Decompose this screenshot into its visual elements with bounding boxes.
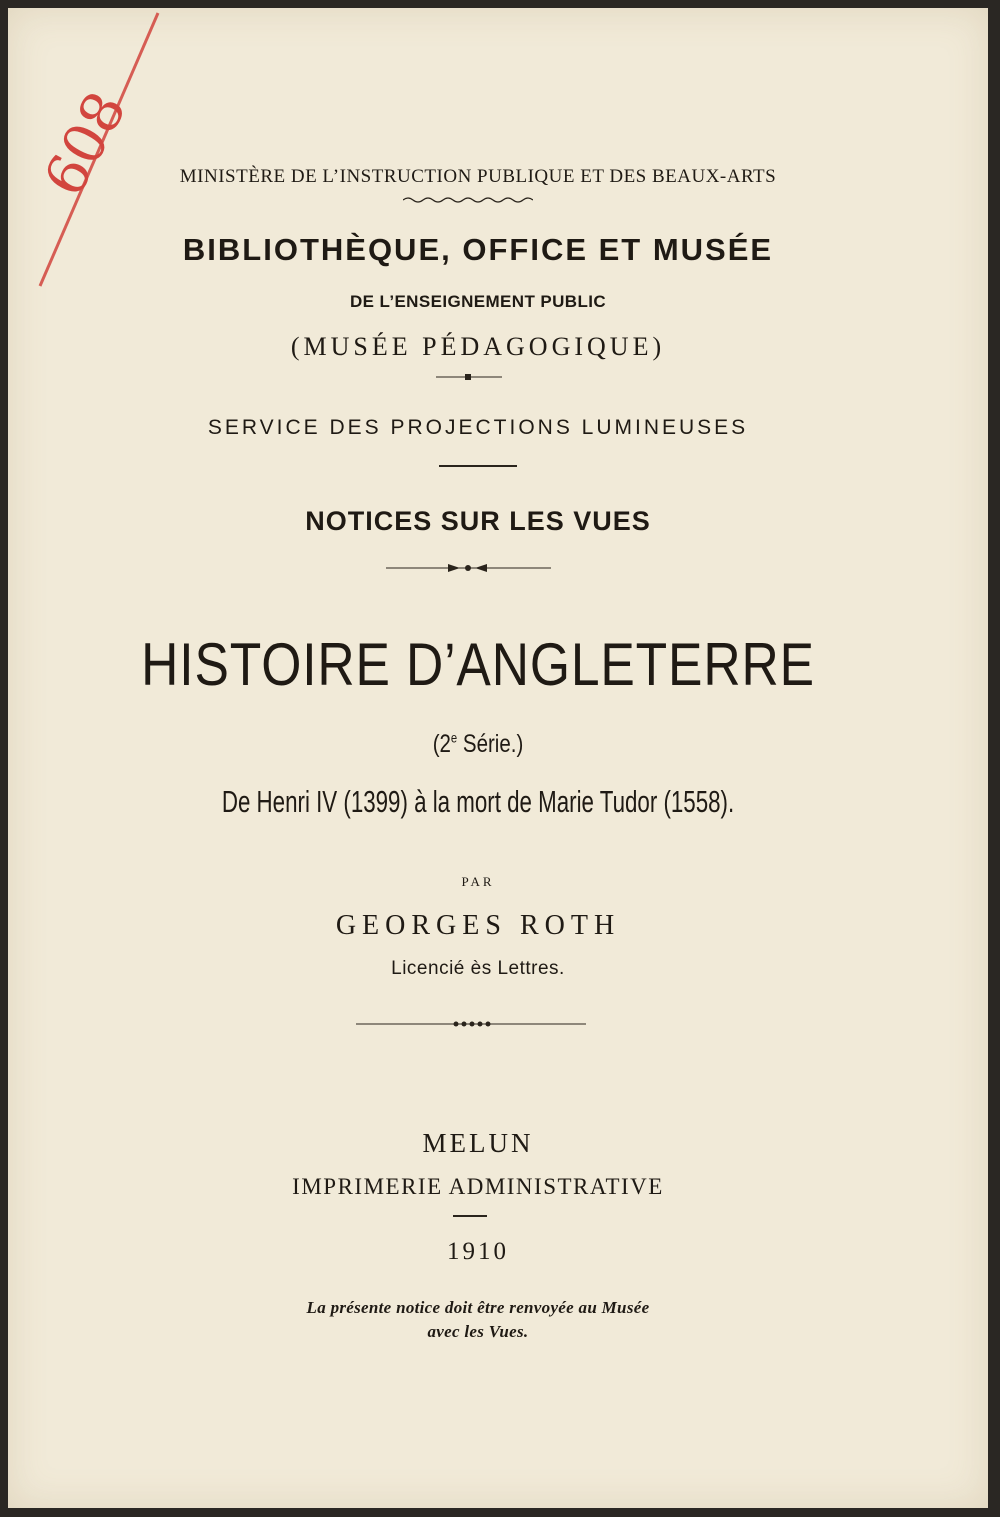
series-label: (2e Série.) xyxy=(432,730,524,758)
subtitle: De Henri IV (1399) à la mort de Marie Tudor (1558). xyxy=(221,784,735,819)
arrow-ornament xyxy=(386,562,551,574)
institution-subtitle: DE L’ENSEIGNEMENT PUBLIC xyxy=(349,292,607,311)
musee-pedagogique: (MUSÉE PÉDAGOGIQUE) xyxy=(290,332,666,361)
institution-title: BIBLIOTHÈQUE, OFFICE ET MUSÉE xyxy=(182,232,774,267)
imprint-city: MELUN xyxy=(422,1128,534,1158)
ministry-heading: MINISTÈRE DE L’INSTRUCTION PUBLIQUE ET DES BEAUX-ARTS xyxy=(179,166,777,187)
service-heading: SERVICE DES PROJECTIONS LUMINEUSES xyxy=(207,416,749,439)
return-notice-line1: La présente notice doit être renvoyée au Musée xyxy=(306,1298,650,1317)
return-notice-line2: avec les Vues. xyxy=(427,1322,529,1341)
imprint-printer: IMPRIMERIE ADMINISTRATIVE xyxy=(292,1174,664,1199)
handwritten-number: 608 xyxy=(32,81,140,207)
par-label: PAR xyxy=(461,874,495,889)
divider-rule xyxy=(439,465,517,467)
dotted-ornament xyxy=(356,1019,586,1029)
imprint-year: 1910 xyxy=(447,1238,509,1265)
author-name: GEORGES ROTH xyxy=(335,910,621,941)
notices-heading: NOTICES SUR LES VUES xyxy=(305,506,651,536)
wave-ornament xyxy=(403,195,533,205)
short-rule xyxy=(453,1215,487,1217)
small-ornament xyxy=(436,372,502,382)
main-title: HISTOIRE D’ANGLETERRE xyxy=(141,631,815,698)
document-page xyxy=(8,8,988,1508)
author-degree: Licencié ès Lettres. xyxy=(391,958,565,979)
